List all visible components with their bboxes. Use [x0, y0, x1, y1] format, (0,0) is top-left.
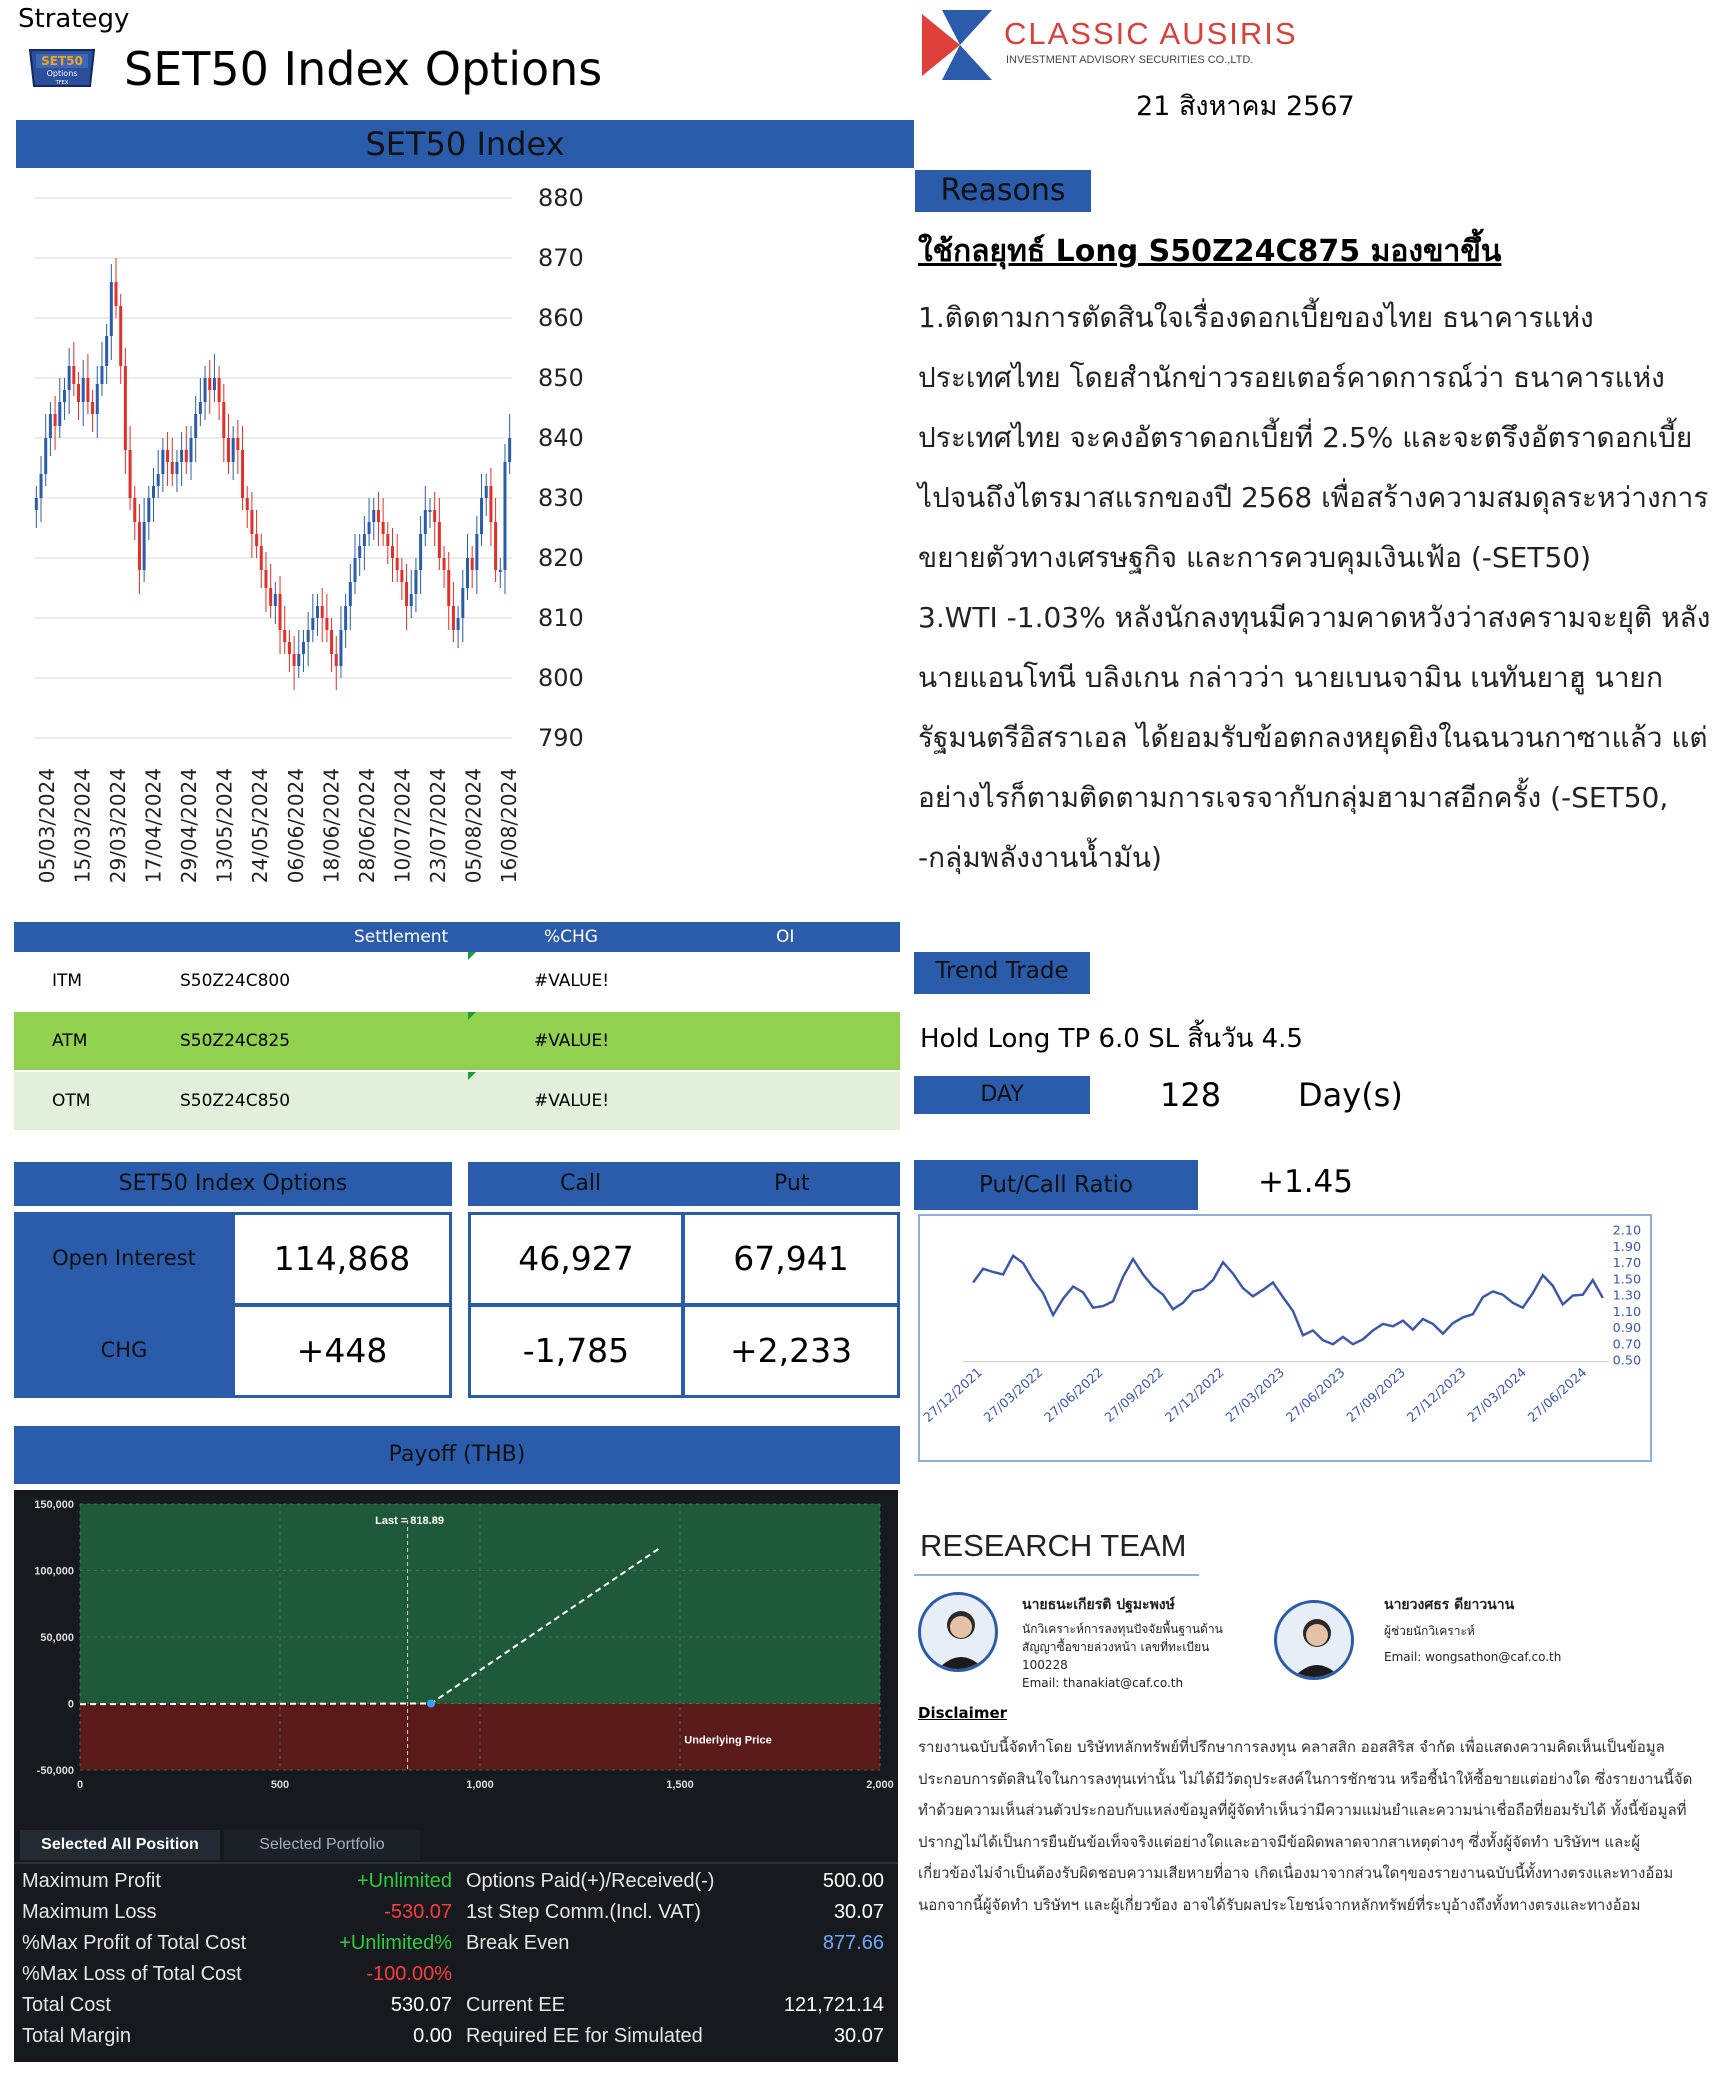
- row-chg: #VALUE!: [534, 1091, 610, 1111]
- analyst-2-avatar: [1274, 1600, 1354, 1680]
- x-tick-label: 15/03/2024: [70, 768, 95, 884]
- col-pct-chg: %CHG: [544, 927, 598, 947]
- candle: [44, 438, 47, 474]
- reasons-header: [915, 170, 1091, 212]
- x-tick-label: 29/04/2024: [177, 768, 202, 884]
- put-call-ratio-header: [914, 1160, 1198, 1210]
- candle: [246, 498, 249, 510]
- stat-label: Total Margin: [22, 2025, 131, 2047]
- logo-text: SET50: [41, 54, 83, 68]
- reason-item-3: 3.WTI -1.03% หลังนักลงทุนมีความคาดหวังว่าสงครามจะยุติ หลัง นายแอนโทนี บลิงเกน กล่าวว่า นายเบนจามิน เนทันยาฮู นายกรัฐมนตรีอิสราเอล ได้ยอมรับข้อตกลงหยุดยิงในฉนวนกาซาแล้ว แต่อย่างไรก็ตามติดตามการเจรจากับกลุ่มฮามาสอีกครั้ง (-SET50, -กลุ่มพลังงานน้ำมัน): [918, 601, 1711, 874]
- y-tick-label: 1.30: [1612, 1288, 1642, 1304]
- candle: [358, 546, 361, 558]
- candle: [49, 414, 52, 438]
- oi-summary-title: SET50 Index Options: [118, 1171, 348, 1196]
- put-header: Put: [774, 1171, 810, 1196]
- tab-divider: [14, 1862, 898, 1864]
- y-tick-label: 2.10: [1612, 1223, 1642, 1239]
- payoff-stats: [14, 1870, 898, 2060]
- candle: [368, 522, 371, 534]
- x-tick-label: 27/06/2024: [1525, 1365, 1591, 1426]
- chg-label: CHG: [100, 1338, 148, 1362]
- candle: [58, 402, 61, 426]
- analyst-1-name: นายธนะเกียรติ ปฐมะพงษ์: [1022, 1597, 1175, 1613]
- stat-value: 30.07: [833, 1901, 884, 1923]
- x-tick-label: 23/07/2024: [425, 768, 450, 884]
- stat-label: Maximum Profit: [22, 1870, 161, 1892]
- options-row-otm: [14, 1072, 900, 1130]
- candle: [330, 630, 333, 654]
- candle: [152, 486, 155, 498]
- candle: [255, 534, 258, 546]
- candle: [157, 474, 160, 486]
- candle: [274, 594, 277, 606]
- y-tick-label: 830: [538, 484, 584, 512]
- candle: [40, 474, 43, 498]
- candle: [349, 582, 352, 606]
- y-tick-label: 0: [67, 1698, 74, 1711]
- candle: [222, 402, 225, 438]
- payoff-header-label: Payoff (THB): [388, 1442, 526, 1467]
- candle: [115, 282, 118, 306]
- y-tick-label: 790: [538, 724, 584, 752]
- trend-trade-label: Trend Trade: [935, 958, 1069, 984]
- research-team-underline: [914, 1574, 1199, 1576]
- payoff-header: [14, 1426, 900, 1484]
- candle: [129, 450, 132, 498]
- x-tick-label: 500: [270, 1779, 290, 1791]
- y-tick-label: -50,000: [36, 1765, 74, 1777]
- candle: [424, 510, 427, 534]
- chg-call: -1,785: [468, 1304, 684, 1398]
- candle: [189, 438, 192, 462]
- candle: [86, 378, 89, 402]
- candle: [199, 402, 202, 414]
- candle: [494, 522, 497, 570]
- x-tick-label: 24/05/2024: [248, 768, 273, 884]
- row-type: OTM: [52, 1091, 91, 1111]
- candle: [414, 570, 417, 594]
- candle: [96, 384, 99, 414]
- break-even-marker: [427, 1700, 435, 1708]
- analyst-1-reg: 100228: [1022, 1658, 1068, 1672]
- candle: [428, 510, 431, 512]
- x-tick-label: 05/08/2024: [461, 768, 486, 884]
- stat-label: %Max Profit of Total Cost: [22, 1932, 247, 1954]
- stat-label: %Max Loss of Total Cost: [22, 1963, 242, 1985]
- candle: [82, 378, 85, 402]
- candle: [433, 510, 436, 522]
- x-tick-label: 1,500: [666, 1779, 694, 1791]
- y-tick-label: 880: [538, 184, 584, 212]
- y-tick-label: 800: [538, 664, 584, 692]
- candle: [382, 522, 385, 534]
- candle: [227, 438, 230, 462]
- candle: [410, 594, 413, 606]
- candle: [499, 570, 502, 572]
- row-chg: #VALUE!: [534, 1031, 610, 1051]
- trend-trade-text: Hold Long TP 6.0 SL สิ้นวัน 4.5: [920, 1024, 1303, 1054]
- candle: [279, 594, 282, 630]
- x-tick-label: 10/07/2024: [390, 768, 415, 884]
- x-tick-label: 16/08/2024: [497, 768, 521, 884]
- stat-value: -100.00%: [366, 1963, 452, 1985]
- y-tick-label: 850: [538, 364, 584, 392]
- x-tick-label: 2,000: [866, 1779, 894, 1791]
- stat-value: 0.00: [413, 2025, 452, 2047]
- x-tick-label: 27/12/2021: [920, 1365, 986, 1426]
- y-tick-label: 810: [538, 604, 584, 632]
- logo-tfex: TFEX: [55, 80, 69, 86]
- candle: [503, 462, 506, 570]
- brand-subtitle: INVESTMENT ADVISORY SECURITIES CO.,LTD.: [1006, 54, 1254, 66]
- candle: [133, 498, 136, 522]
- disclaimer-text: รายงานฉบับนี้จัดทำโดย บริษัทหลักทรัพย์ที่ปรึกษาการลงทุน คลาสสิก ออสสิริส จำกัด เพื่อแสดงความคิดเห็นเป็นข้อมูลประกอบการตัดสินใจในการลงทุนเท่านั้น ไม่ได้มีวัตถุประสงค์ในการชักชวน หรือชี้นำให้ซื้อขายแต่อย่างใด ซึ่งรายงานนี้จัดทำด้วยความเห็นส่วนตัวประกอบกับแหล่งข้อมูลที่ผู้จัดทำเห็นว่ามีความแม่นยำและความน่าเชื่อถือที่ยอมรับได้ ทั้งนี้ข้อมูลที่ปรากฏไม่ได้เป็นการยืนยันข้อเท็จจริงแต่อย่างใดและอาจมีข้อผิดพลาดจากสาเหตุต่างๆ ซึ่งทั้งผู้จัดทำ บริษัทฯ และผู้เกี่ยวข้องไม่จำเป็นต้องรับผิดชอบความเสียหายที่อาจ เกิดเนื่องมาจากส่วนใดๆของรายงานฉบับนี้ทั้งทางตรงและทางอ้อม นอกจากนี้ผู้จัดทำ บริษัทฯ และผู้เกี่ยวข้อง อาจได้รับผลประโยชน์จากหลักทรัพย์ที่ระบุอ้างถึงทั้งทางตรงและทางอ้อม: [918, 1738, 1693, 1914]
- x-tick-label: 0: [76, 1779, 84, 1791]
- chg-put: +2,233: [682, 1304, 900, 1398]
- options-row-itm: [14, 952, 900, 1010]
- candle: [452, 606, 455, 630]
- underlying-price-label: Underlying Price: [684, 1734, 772, 1747]
- candle: [100, 366, 103, 384]
- page-title: SET50 Index Options: [124, 42, 603, 96]
- candle: [457, 618, 460, 630]
- analyst-1-role: นักวิเคราะห์การลงทุนปัจจัยพื้นฐานด้าน: [1022, 1622, 1223, 1636]
- candle: [180, 450, 183, 462]
- pcr-line: [973, 1256, 1603, 1344]
- candle: [175, 462, 178, 474]
- candle: [204, 378, 207, 402]
- analyst-2-name: นายวงศธร ดียาวนาน: [1384, 1597, 1515, 1613]
- stat-value: -530.07: [384, 1901, 452, 1923]
- stat-value: 877.66: [822, 1932, 884, 1954]
- candle: [143, 522, 146, 570]
- row-type: ATM: [52, 1031, 88, 1051]
- row-chg: #VALUE!: [534, 971, 610, 991]
- candle: [91, 402, 94, 414]
- candle: [264, 570, 267, 588]
- candle: [485, 486, 488, 498]
- trend-trade-header: [914, 952, 1090, 994]
- x-tick-label: 29/03/2024: [106, 768, 131, 884]
- candle: [354, 558, 357, 582]
- disclaimer-title: Disclaimer: [918, 1704, 1008, 1722]
- options-row-atm: [14, 1012, 900, 1070]
- candle: [461, 588, 464, 618]
- call-header: Call: [560, 1171, 602, 1196]
- candle: [297, 654, 300, 666]
- put-call-ratio-chart: [918, 1214, 1652, 1462]
- candle: [119, 306, 122, 366]
- candle: [302, 642, 305, 654]
- candle: [344, 606, 347, 630]
- stat-label: Current EE: [466, 1994, 565, 2016]
- candle: [260, 546, 263, 570]
- candle: [236, 438, 239, 450]
- y-tick-label: 0.90: [1612, 1321, 1642, 1337]
- y-tick-label: 840: [538, 424, 584, 452]
- tab-selected-portfolio[interactable]: Selected Portfolio: [224, 1830, 420, 1860]
- x-tick-label: 27/06/2022: [1041, 1365, 1107, 1426]
- x-tick-label: 27/12/2023: [1404, 1365, 1470, 1426]
- candle: [307, 630, 310, 642]
- classic-ausiris-logo-icon: [920, 8, 994, 82]
- candle: [250, 510, 253, 534]
- candle: [391, 546, 394, 558]
- y-tick-label: 150,000: [34, 1499, 74, 1511]
- candle: [438, 522, 441, 558]
- x-tick-label: 27/03/2022: [981, 1365, 1047, 1426]
- candle: [339, 630, 342, 666]
- put-call-ratio-label: Put/Call Ratio: [978, 1172, 1134, 1198]
- candle: [171, 462, 174, 474]
- analyst-2-email: Email: wongsathon@caf.co.th: [1384, 1650, 1562, 1664]
- x-tick-label: 27/09/2023: [1343, 1365, 1409, 1426]
- candle: [68, 366, 71, 390]
- stat-value: 530.07: [390, 1994, 452, 2016]
- candle: [105, 336, 108, 366]
- y-tick-label: 0.50: [1612, 1353, 1642, 1369]
- row-series: S50Z24C800: [180, 971, 291, 991]
- analyst-2-role: ผู้ช่วยนักวิเคราะห์: [1384, 1624, 1475, 1638]
- reason-item-1: 1.ติดตามการตัดสินใจเรื่องดอกเบี้ยของไทย ธนาคารแห่งประเทศไทย โดยสำนักข่าวรอยเตอร์คาดการณ์ว่า ธนาคารแห่งประเทศไทย จะคงอัตราดอกเบี้ยที่ 2.5% และจะตรึงอัตราดอกเบี้ยไปจนถึงไตรมาสแรกของปี 2568 เพื่อสร้างความสมดุลระหว่างการขยายตัวทางเศรษฐกิจ และการควบคุมเงินเฟ้อ (-SET50): [918, 301, 1709, 574]
- candle: [443, 558, 446, 570]
- candle: [147, 498, 150, 522]
- options-table-header: [14, 922, 900, 952]
- put-call-ratio-value: +1.45: [1258, 1164, 1353, 1200]
- stat-label: Maximum Loss: [22, 1901, 157, 1923]
- analyst-1-avatar: [918, 1592, 998, 1672]
- candle: [138, 522, 141, 570]
- x-tick-label: 13/05/2024: [212, 768, 237, 884]
- oi-label: Open Interest: [52, 1246, 196, 1270]
- x-tick-label: 17/04/2024: [141, 768, 166, 884]
- candle: [124, 366, 127, 450]
- candle: [386, 534, 389, 546]
- candle: [54, 414, 57, 426]
- candle: [208, 378, 211, 390]
- y-tick-label: 100,000: [34, 1565, 74, 1578]
- x-tick-label: 27/03/2024: [1464, 1365, 1530, 1426]
- set50-options-logo: [26, 44, 98, 92]
- candle: [321, 606, 324, 618]
- candle: [363, 534, 366, 546]
- candle: [161, 450, 164, 474]
- stat-value: +Unlimited: [356, 1870, 452, 1892]
- y-tick-label: 870: [538, 244, 584, 272]
- y-tick-label: 0.70: [1612, 1337, 1642, 1353]
- brand-name: CLASSIC AUSIRIS: [1004, 16, 1298, 51]
- y-tick-label: 1.70: [1612, 1256, 1642, 1272]
- stat-value: 121,721.14: [783, 1994, 884, 2016]
- stat-value: +Unlimited%: [339, 1932, 452, 1954]
- candle: [35, 498, 38, 510]
- day-unit: Day(s): [1298, 1076, 1403, 1114]
- oi-summary-header: [14, 1162, 452, 1206]
- payoff-chart: [14, 1490, 898, 1820]
- day-label-text: DAY: [980, 1082, 1024, 1107]
- x-tick-label: 06/06/2024: [283, 768, 308, 884]
- day-label: [914, 1076, 1090, 1114]
- candle: [194, 414, 197, 438]
- analyst-1-email: Email: thanakiat@caf.co.th: [1022, 1676, 1184, 1690]
- payoff-panel: [14, 1490, 898, 2062]
- candle: [63, 390, 66, 402]
- person-icon: [1277, 1603, 1354, 1680]
- row-series: S50Z24C825: [180, 1031, 291, 1051]
- candle: [480, 498, 483, 534]
- reasons-header-label: Reasons: [940, 173, 1066, 208]
- chg-total: +448: [232, 1304, 452, 1398]
- candle: [447, 570, 450, 606]
- candle: [471, 558, 474, 570]
- x-tick-label: 27/09/2022: [1102, 1365, 1167, 1426]
- row-type: ITM: [52, 971, 83, 991]
- candle: [466, 558, 469, 588]
- stat-label: Options Paid(+)/Received(-): [466, 1870, 715, 1892]
- candle: [311, 618, 314, 630]
- candle: [372, 510, 375, 522]
- col-oi: OI: [776, 927, 795, 947]
- set50-chart-title: SET50 Index: [365, 125, 565, 163]
- candle: [241, 450, 244, 498]
- research-team-title: RESEARCH TEAM: [920, 1528, 1187, 1563]
- candle: [405, 582, 408, 606]
- candle: [419, 534, 422, 570]
- y-tick-label: 1.10: [1612, 1304, 1642, 1320]
- call-put-header: [468, 1162, 900, 1206]
- strategy-label: Strategy: [18, 4, 130, 34]
- y-tick-label: 860: [538, 304, 584, 332]
- candle: [218, 378, 221, 402]
- x-tick-label: 05/03/2024: [35, 768, 59, 884]
- candle: [232, 438, 235, 462]
- oi-put: 67,941: [682, 1212, 900, 1306]
- candle: [213, 378, 216, 390]
- row-series: S50Z24C850: [180, 1091, 291, 1111]
- candle: [316, 606, 319, 618]
- y-tick-label: 820: [538, 544, 584, 572]
- stat-label: Break Even: [466, 1932, 570, 1954]
- x-tick-label: 28/06/2024: [354, 768, 379, 884]
- candle: [110, 282, 113, 336]
- candle: [396, 558, 399, 570]
- analyst-1-role-2: สัญญาซื้อขายล่วงหน้า เลขที่ทะเบียน: [1022, 1640, 1210, 1654]
- strategy-statement: ใช้กลยุทธ์ Long S50Z24C875 มองขาขึ้น: [918, 234, 1502, 269]
- set50-chart-header: [16, 120, 914, 168]
- stat-value: 30.07: [833, 2025, 884, 2047]
- candle: [508, 438, 511, 462]
- candle: [166, 450, 169, 462]
- candle: [293, 654, 296, 666]
- x-tick-label: 1,000: [466, 1779, 494, 1791]
- oi-call: 46,927: [468, 1212, 684, 1306]
- set50-candlestick-chart: [16, 168, 776, 888]
- candle: [72, 366, 75, 384]
- x-tick-label: 18/06/2024: [319, 768, 344, 884]
- y-tick-label: 1.50: [1612, 1272, 1642, 1288]
- candle: [475, 534, 478, 570]
- day-value: 128: [1160, 1076, 1222, 1114]
- stat-label: Total Cost: [22, 1994, 111, 2016]
- candle: [377, 510, 380, 522]
- candle: [288, 642, 291, 654]
- candle: [489, 486, 492, 522]
- candle: [283, 630, 286, 642]
- candle: [335, 654, 338, 666]
- y-tick-label: 1.90: [1612, 1239, 1642, 1255]
- stat-label: 1st Step Comm.(Incl. VAT): [466, 1901, 701, 1923]
- stat-value: 500.00: [822, 1870, 884, 1892]
- candle: [400, 570, 403, 582]
- x-tick-label: 27/03/2023: [1223, 1365, 1288, 1426]
- last-price-label: Last = 818.89: [375, 1515, 444, 1527]
- x-tick-label: 27/12/2022: [1162, 1365, 1228, 1426]
- report-date: 21 สิงหาคม 2567: [1136, 91, 1355, 122]
- tab-selected-all-position[interactable]: Selected All Position: [20, 1830, 220, 1860]
- logo-sub: Options: [46, 69, 78, 78]
- candle: [185, 450, 188, 462]
- person-icon: [921, 1595, 998, 1672]
- y-tick-label: 50,000: [40, 1632, 74, 1644]
- oi-total: 114,868: [232, 1212, 452, 1306]
- candle: [325, 618, 328, 630]
- stat-label: Required EE for Simulated: [466, 2025, 703, 2047]
- x-tick-label: 27/06/2023: [1283, 1365, 1349, 1426]
- candle: [77, 384, 80, 402]
- candle: [269, 588, 272, 606]
- col-settlement: Settlement: [354, 927, 449, 947]
